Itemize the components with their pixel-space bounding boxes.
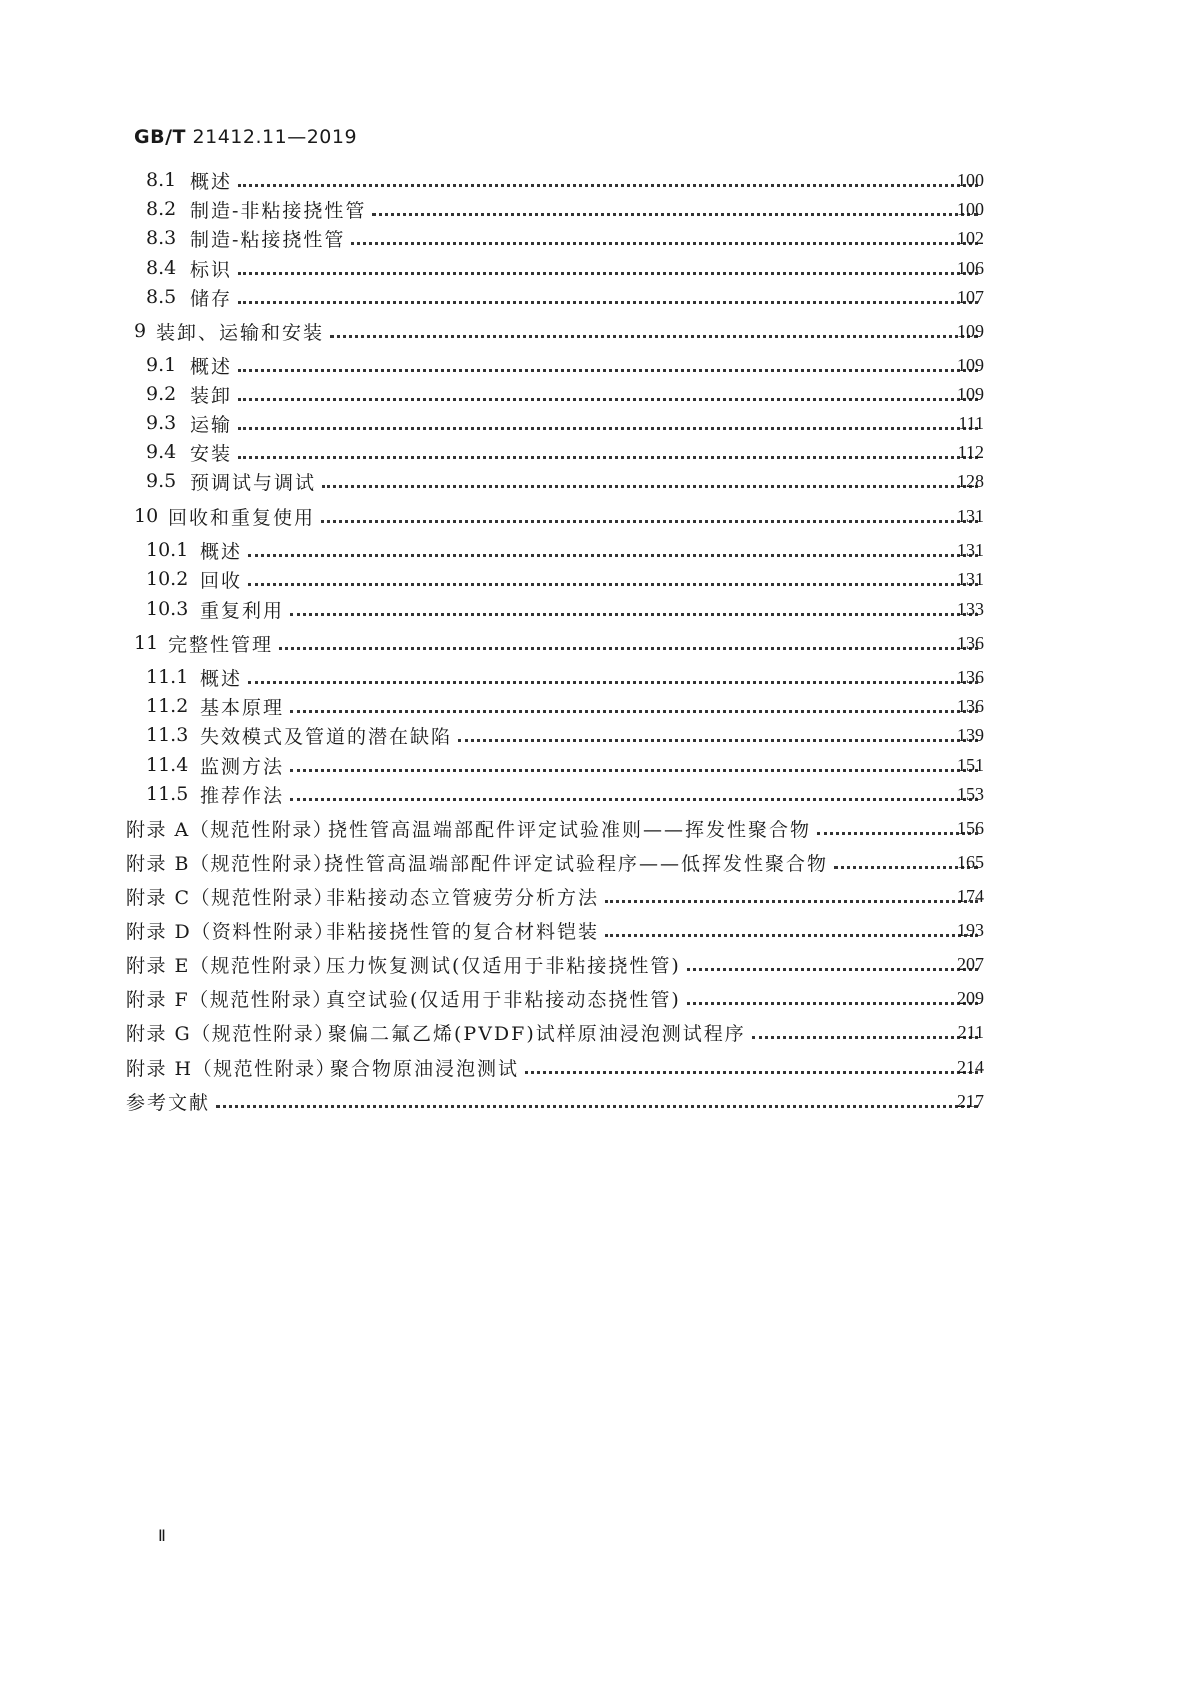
toc-entry[interactable] (146, 536, 984, 564)
toc-entry-appendix[interactable] (126, 814, 984, 842)
toc-entry[interactable] (146, 254, 984, 282)
toc-number: 11.4 (146, 754, 189, 776)
leader-dots (238, 270, 978, 275)
toc-title: 真空试验(仅适用于非粘接动态挠性管) (326, 988, 681, 1011)
toc-page: 109 (957, 320, 984, 341)
leader-dots (238, 182, 978, 187)
toc-title: 制造-非粘接挠性管 (190, 199, 367, 222)
toc-entry[interactable] (146, 780, 984, 808)
toc-entry[interactable] (146, 195, 984, 223)
toc-title: 挠性管高温端部配件评定试验准则——挥发性聚合物 (328, 818, 812, 841)
standard-number: 21412.11—2019 (192, 126, 358, 148)
toc-page: 131 (957, 539, 984, 560)
toc-title: 重复利用 (200, 599, 285, 622)
leader-dots (238, 396, 978, 401)
toc-entry[interactable] (146, 380, 984, 408)
toc-entry[interactable] (146, 663, 984, 691)
toc-page: 106 (957, 257, 984, 278)
toc-entry[interactable] (146, 409, 984, 437)
toc-number: 附录 C（规范性附录） (126, 886, 335, 909)
leader-dots (279, 645, 978, 650)
toc-entry[interactable] (146, 351, 984, 379)
toc-title: 聚偏二氟乙烯(PVDF)试样原油浸泡测试程序 (328, 1022, 746, 1045)
toc-entry-appendix[interactable] (126, 984, 984, 1012)
toc-page: 136 (957, 632, 984, 653)
toc-page: 174 (957, 885, 984, 906)
toc-page: 156 (957, 817, 984, 838)
leader-dots (216, 1103, 978, 1108)
toc-title: 概述 (190, 170, 233, 193)
toc-entry-appendix[interactable] (126, 882, 984, 910)
toc-page: 100 (957, 198, 984, 219)
toc-number: 8.3 (146, 227, 177, 249)
leader-dots (290, 611, 978, 616)
page-number: Ⅱ (158, 1528, 165, 1545)
toc-title: 参考文献 (126, 1091, 211, 1114)
toc-entry[interactable] (134, 629, 984, 657)
leader-dots (238, 454, 978, 459)
toc-entry[interactable] (134, 502, 984, 530)
toc-page: 109 (957, 354, 984, 375)
toc-title: 非粘接挠性管的复合材料铠装 (326, 920, 600, 943)
toc-title: 完整性管理 (168, 633, 274, 656)
toc-number: 10.3 (146, 598, 189, 620)
toc-title: 制造-粘接挠性管 (190, 228, 346, 251)
toc-page: 165 (957, 851, 984, 872)
toc-number: 11.1 (146, 666, 189, 688)
leader-dots (238, 299, 978, 304)
leader-dots (290, 767, 978, 772)
toc-title: 储存 (190, 287, 233, 310)
toc-title: 概述 (200, 667, 243, 690)
toc-entry[interactable] (146, 721, 984, 749)
leader-dots (458, 737, 978, 742)
toc-page: 136 (957, 666, 984, 687)
toc-entry[interactable] (146, 751, 984, 779)
toc-page: 128 (957, 470, 984, 491)
toc-page: 193 (957, 919, 984, 940)
leader-dots (321, 518, 978, 523)
toc-title: 推荐作法 (200, 784, 285, 807)
toc-title: 挠性管高温端部配件评定试验程序——低挥发性聚合物 (324, 852, 829, 875)
toc-title: 概述 (190, 355, 233, 378)
leader-dots (525, 1069, 978, 1074)
toc-page: 109 (957, 383, 984, 404)
toc-entry-appendix[interactable] (126, 848, 984, 876)
toc-entry[interactable] (146, 166, 984, 194)
toc-page: 151 (957, 754, 984, 775)
toc-number: 9 (134, 320, 147, 342)
toc-title: 标识 (190, 258, 233, 281)
toc-page: 100 (957, 169, 984, 190)
toc-page: 102 (957, 227, 984, 248)
toc-page: 153 (957, 783, 984, 804)
toc-title: 聚合物原油浸泡测试 (330, 1057, 520, 1080)
toc-page: 217 (957, 1090, 984, 1111)
toc-number: 9.5 (146, 470, 177, 492)
toc-entry[interactable] (146, 565, 984, 593)
toc-title: 失效模式及管道的潜在缺陷 (200, 725, 453, 748)
leader-dots (248, 552, 978, 557)
toc-entry-appendix[interactable] (126, 1053, 984, 1081)
toc-page: 111 (958, 412, 984, 433)
toc-entry[interactable] (146, 438, 984, 466)
toc-page: 136 (957, 695, 984, 716)
toc-number: 8.4 (146, 257, 177, 279)
toc-page: 209 (957, 987, 984, 1008)
toc-number: 9.3 (146, 412, 177, 434)
toc-title: 安装 (190, 442, 233, 465)
leader-dots (248, 679, 978, 684)
toc-title: 压力恢复测试(仅适用于非粘接挠性管) (326, 954, 681, 977)
leader-dots (238, 425, 978, 430)
standard-prefix: GB/T (134, 126, 186, 148)
leader-dots (605, 898, 978, 903)
toc-number: 10.2 (146, 568, 189, 590)
leader-dots (687, 1000, 978, 1005)
toc-title: 运输 (190, 413, 233, 436)
toc-number: 10 (134, 505, 159, 527)
toc-number: 8.5 (146, 286, 177, 308)
toc-entry-references[interactable] (126, 1087, 984, 1115)
leader-dots (372, 211, 978, 216)
toc-entry-appendix[interactable] (126, 916, 984, 944)
toc-entry[interactable] (146, 692, 984, 720)
leader-dots (322, 483, 978, 488)
toc-title: 监测方法 (200, 755, 285, 778)
toc-number: 11 (134, 632, 159, 654)
toc-page: 133 (957, 598, 984, 619)
toc-title: 回收 (200, 569, 243, 592)
toc-title: 基本原理 (200, 696, 285, 719)
toc-page: 139 (957, 724, 984, 745)
toc-number: 10.1 (146, 539, 189, 561)
toc-page: 131 (957, 505, 984, 526)
toc-number: 11.3 (146, 724, 189, 746)
toc-number: 附录 G（规范性附录） (126, 1022, 335, 1045)
toc-title: 预调试与调试 (190, 471, 317, 494)
toc-number: 附录 H（规范性附录） (126, 1057, 337, 1080)
toc-page: 214 (957, 1056, 984, 1077)
toc-number: 8.1 (146, 169, 177, 191)
toc-number: 附录 F（规范性附录） (126, 988, 333, 1011)
toc-entry[interactable] (146, 224, 984, 252)
leader-dots (248, 581, 978, 586)
leader-dots (238, 367, 978, 372)
leader-dots (605, 932, 978, 937)
toc-entry[interactable] (146, 283, 984, 311)
toc-entry[interactable] (146, 467, 984, 495)
toc-title: 概述 (200, 540, 243, 563)
toc-title: 装卸、运输和安装 (156, 321, 325, 344)
toc-page: 131 (957, 568, 984, 589)
toc-page: 207 (957, 953, 984, 974)
toc-page: 211 (957, 1021, 984, 1042)
toc-number: 9.2 (146, 383, 177, 405)
toc-number: 11.2 (146, 695, 189, 717)
toc-number: 8.2 (146, 198, 177, 220)
toc-entry[interactable] (146, 595, 984, 623)
toc-title: 回收和重复使用 (168, 506, 316, 529)
toc-entry-appendix[interactable] (126, 1018, 984, 1046)
toc-number: 附录 E（规范性附录） (126, 954, 334, 977)
toc-number: 附录 A（规范性附录） (126, 818, 334, 841)
leader-dots (290, 708, 978, 713)
toc-entry-appendix[interactable] (126, 950, 984, 978)
leader-dots (687, 966, 978, 971)
toc-page: 107 (957, 286, 984, 307)
toc-title: 非粘接动态立管疲劳分析方法 (326, 886, 600, 909)
toc-number: 附录 B（规范性附录） (126, 852, 334, 875)
leader-dots (330, 333, 978, 338)
toc-number: 11.5 (146, 783, 189, 805)
toc-entry[interactable] (134, 317, 984, 345)
toc-title: 装卸 (190, 384, 233, 407)
leader-dots (290, 796, 978, 801)
toc-page: 112 (957, 441, 984, 462)
toc-number: 9.4 (146, 441, 177, 463)
toc-number: 9.1 (146, 354, 177, 376)
leader-dots (351, 240, 978, 245)
toc-number: 附录 D（资料性附录） (126, 920, 335, 943)
